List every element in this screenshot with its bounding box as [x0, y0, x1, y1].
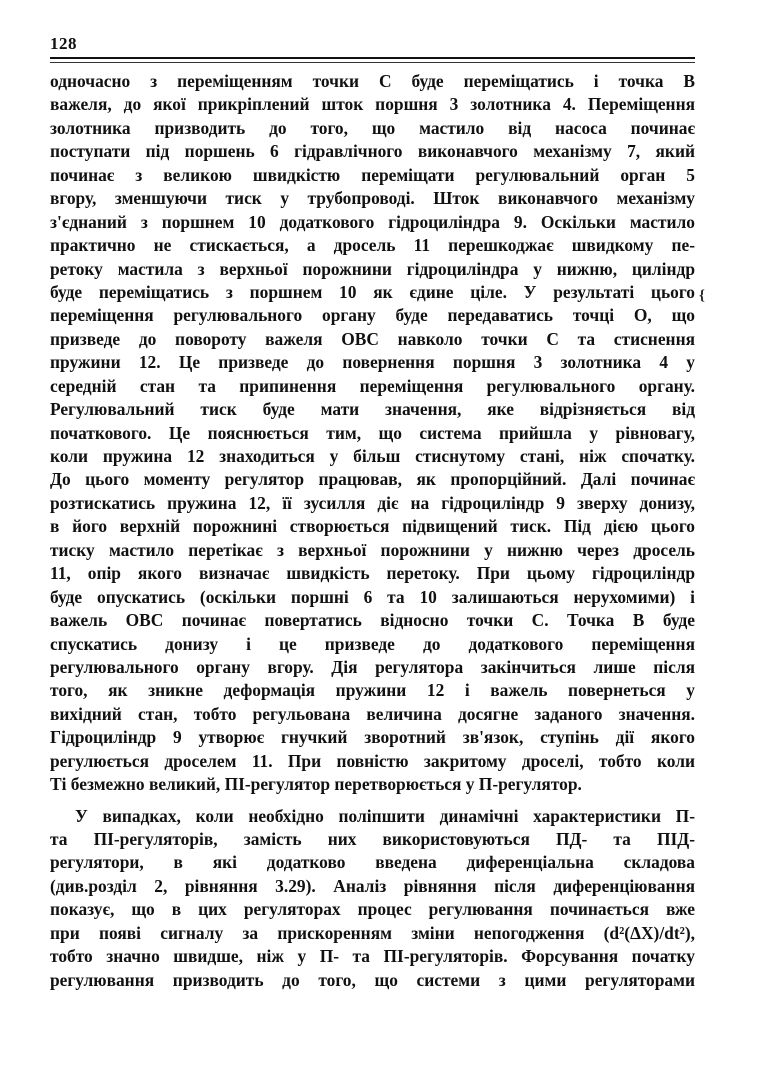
paragraph-1: [50, 70, 695, 797]
text-line: пружини 12. Це призведе до повернення поршня 3 золотника 4 у: [50, 352, 695, 373]
text-line: регулятори, в які додатково введена диференціальна складова: [50, 852, 695, 873]
text-line: з'єднаний з поршнем 10 додаткового гідроциліндра 9. Оскільки мастило: [50, 211, 695, 232]
header-rule-thin: [50, 62, 695, 63]
text-line: початкового. Це пояснюється тим, що система прийшла у рівновагу,: [50, 422, 695, 443]
text-line: показує, що в цих регуляторах процес регулювання починається вже: [50, 899, 695, 920]
text-line: тиску мастило перетікає з верхньої порожнини у нижню через дросель: [50, 539, 695, 560]
text-line: важель ОВС починає повертатись відносно точки С. Точка В буде: [50, 610, 695, 631]
text-line: спускатись донизу і це призведе до додаткового переміщення: [50, 633, 695, 654]
text-line: 11, опір якого визначає швидкість перетоку. При цьому гідроциліндр: [50, 563, 695, 584]
text-line: одночасно з переміщенням точки С буде переміщатись і точка В: [50, 71, 695, 91]
text-line: ретоку мастила з верхньої порожнини гідроциліндра у нижню, циліндр: [50, 258, 695, 279]
text-line: буде переміщатись з поршнем 10 як єдине ціле. У результаті цього: [50, 281, 695, 302]
paragraph-2: [50, 805, 695, 993]
text-line: регулюється дроселем 11. При повністю закритому дроселі, тобто коли: [50, 750, 695, 771]
text-line: коли пружина 12 знаходиться у більш стиснутому стані, ніж спочатку.: [50, 446, 695, 466]
text-line: Ті безмежно великий, ПІ-регулятор перетворюється у П-регулятор.: [50, 774, 582, 795]
text-line: починає з великою швидкістю переміщати регулювальний орган 5: [50, 164, 695, 185]
text-line: вихідний стан, тобто регульована величина досягне заданого значення.: [50, 703, 695, 724]
text-line: поступати під поршень 6 гідравлічного виконавчого механізму 7, який: [50, 141, 695, 162]
text-line: Регулювальний тиск буде мати значення, яке відрізняється від: [50, 399, 695, 420]
text-line: переміщення регулювального органу буде передаватись точці О, що: [50, 305, 695, 326]
text-line: та ПІ-регуляторів, замість них використовуються ПД- та ПІД-: [50, 829, 695, 849]
text-line: регулювання призводить до того, що системи з цими регуляторами: [50, 969, 695, 990]
paragraph-gap: [50, 797, 695, 805]
page-number: 128: [50, 34, 77, 53]
text-line: розтискатись пружина 12, її зусилля діє на гідроциліндр 9 зверху донизу,: [50, 492, 695, 513]
text-line: золотника призводить до того, що мастило від насоса починає: [50, 117, 695, 138]
margin-mark: {: [699, 288, 705, 304]
text-line: У випадках, коли необхідно поліпшити динамічні характеристики П-: [75, 805, 695, 826]
body-text: [50, 70, 695, 992]
text-line: практично не стискається, а дросель 11 перешкоджає швидкому пе-: [50, 235, 695, 256]
header-rule: [50, 57, 695, 59]
text-line: при появі сигналу за прискоренням зміни непогодження (d²(ΔX)/dt²),: [50, 922, 695, 943]
text-line: в його верхній порожнині створюється підвищений тиск. Під дією цього: [50, 516, 695, 537]
text-line: вгору, зменшуючи тиск у трубопроводі. Шток виконавчого механізму: [50, 188, 695, 209]
text-line: (див.розділ 2, рівняння 3.29). Аналіз рівняння після диференціювання: [50, 875, 695, 896]
text-line: середній стан та припинення переміщення регулювального органу.: [50, 375, 695, 396]
text-line: буде опускатись (оскільки поршні 6 та 10 залишаються нерухомими) і: [50, 586, 695, 607]
text-line: регулювального органу вгору. Дія регулятора закінчиться лише після: [50, 656, 695, 677]
text-line: До цього моменту регулятор працював, як пропорційний. Далі починає: [50, 469, 695, 490]
text-line: важеля, до якої прикріплений шток поршня 3 золотника 4. Переміщення: [50, 94, 695, 115]
text-line: того, як зникне деформація пружини 12 і важель повернеться у: [50, 680, 695, 701]
text-line: Гідроциліндр 9 утворює гнучкий зворотний зв'язок, ступінь дії якого: [50, 727, 695, 748]
text-line: тобто значно швидше, ніж у П- та ПІ-регуляторів. Форсування початку: [50, 946, 695, 967]
text-line: призведе до повороту важеля ОВС навколо точки С та стиснення: [50, 328, 695, 349]
